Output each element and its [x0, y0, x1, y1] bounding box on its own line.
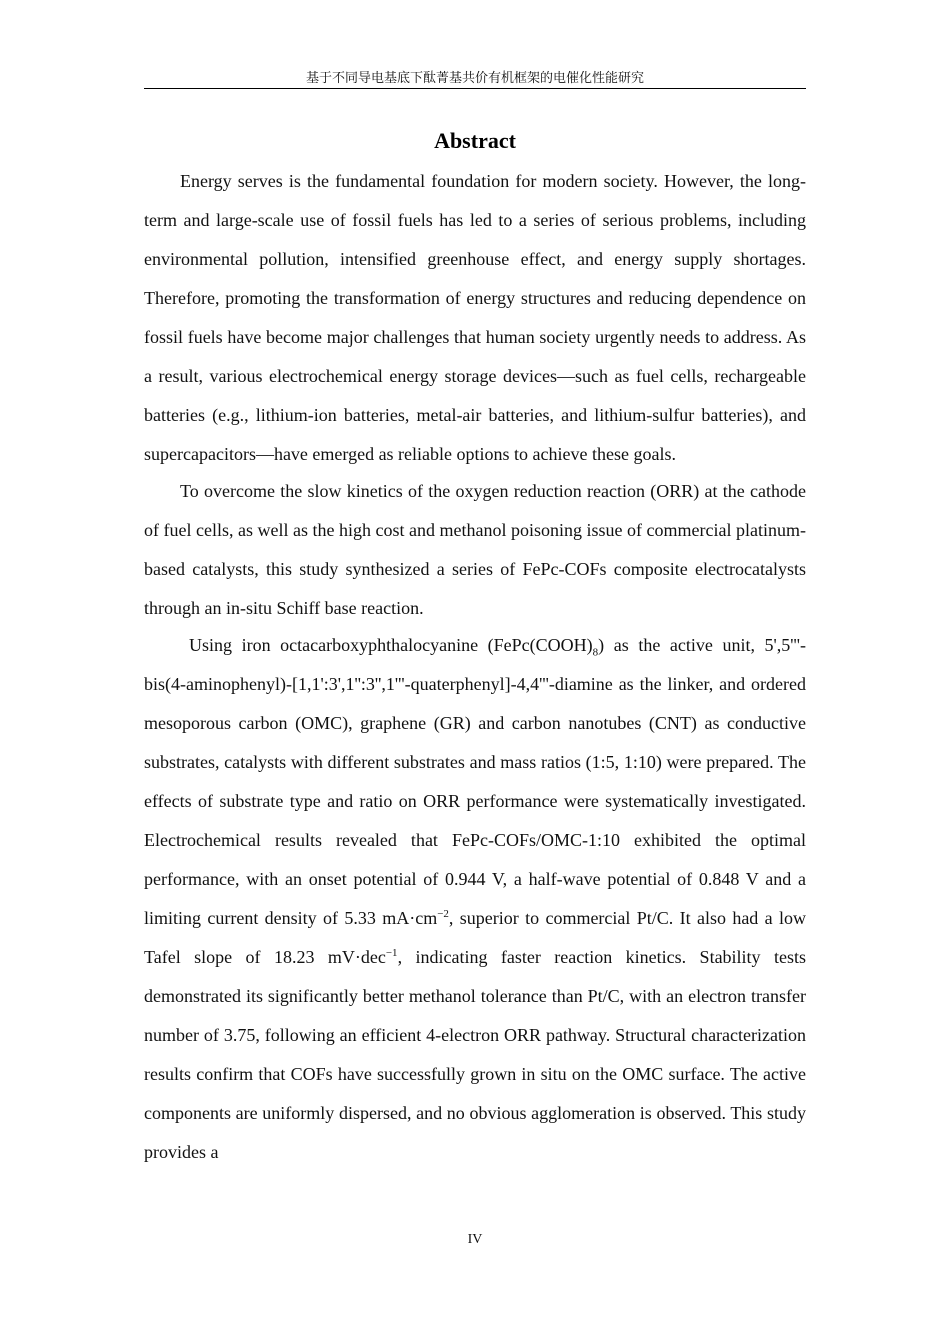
page-number: IV — [467, 1232, 483, 1247]
results-text-2: ) as the active unit, 5',5'''-bis(4-aminophenyl)-[1,1':3',1'':3'',1'''-quaterphenyl]-4,4'''-diamine as the linker, and ordered mesoporous carbon (OMC), graphene (GR) and carbon nanotubes (CNT) as conductive substrates, catalysts with different substrates and mass ratios (1:5, 1:10) were prepared. The effects of substrate type and ratio on ORR performance were systematically investigated. Electrochemical results revealed that FePc-COFs/OMC-1:10 exhibited the optimal performance, with an onset potential of 0.944 V, a half-wave potential of 0.848 V and a limiting current density of 5.33 mA·cm — [144, 635, 806, 928]
subscript-8: 8 — [592, 646, 599, 659]
paragraph-orr: To overcome the slow kinetics of the oxygen reduction reaction (ORR) at the cathode of fuel cells, as well as the high cost and methanol poisoning issue of commercial platinum-based catalysts, this study synthesized a series of FePc-COFs composite electrocatalysts through an in-situ Schiff base reaction. — [144, 481, 806, 618]
paragraph-energy: Energy serves is the fundamental foundation for modern society. However, the long-term and large-scale use of fossil fuels has led to a series of serious problems, including environmental pollution, intensified greenhouse effect, and energy supply shortages. Therefore, promoting the transformation of energy structures and reducing dependence on fossil fuels have become major challenges that human society urgently needs to address. As a result, various electrochemical energy storage devices—such as fuel cells, rechargeable batteries (e.g., lithium-ion batteries, metal-air batteries, and lithium-sulfur batteries), and supercapacitors—have emerged as reliable options to achieve these goals. — [144, 171, 806, 464]
abstract-title: Abstract — [434, 128, 516, 153]
superscript-neg2: −2 — [437, 908, 449, 920]
results-text-1: Using iron octacarboxyphthalocyanine (FePc(COOH) — [189, 635, 593, 655]
abstract-body — [144, 162, 806, 1172]
superscript-neg1: −1 — [385, 947, 398, 959]
paragraph-results — [144, 626, 806, 1172]
running-header: 基于不同导电基底下酞菁基共价有机框架的电催化性能研究 — [305, 71, 644, 86]
results-text-3: , superior to commercial Pt/C. It also had a low Tafel slope of 18.23 mV·dec — [144, 908, 806, 967]
results-text-4: , indicating faster reaction kinetics. Stability tests demonstrated its significantly better methanol tolerance than Pt/C, with an electron transfer number of 3.75, following an efficient 4-electron ORR pathway. Structural characterization results confirm that COFs have successfully grown in situ on the OMC surface. The active components are uniformly dispersed, and no obvious agglomeration is observed. This study provides a — [144, 947, 806, 1162]
header-rule — [144, 88, 806, 89]
